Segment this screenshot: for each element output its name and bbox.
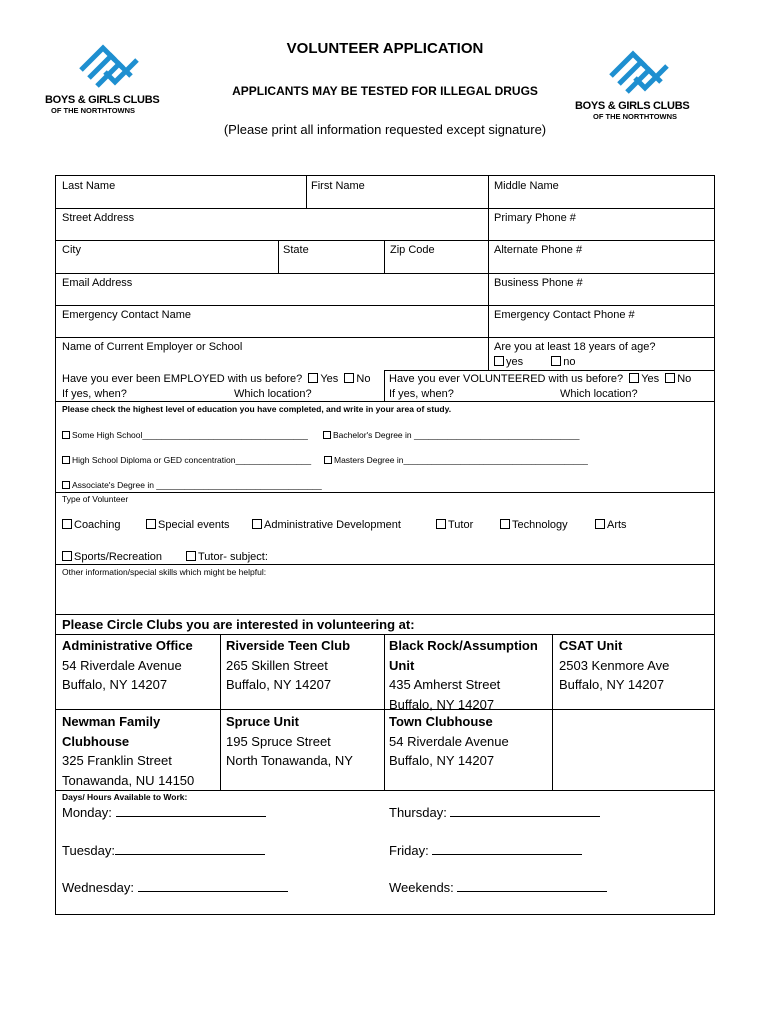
- vol-arts[interactable]: Arts: [595, 519, 627, 531]
- edu-some-high-school[interactable]: Some High School___________________________________: [62, 430, 308, 440]
- employed-yes-label: Yes: [320, 373, 339, 385]
- clubs-heading: Please Circle Clubs you are interested in volunteering at:: [62, 617, 415, 632]
- checkbox-icon[interactable]: [62, 519, 72, 529]
- thursday-field[interactable]: Thursday:: [389, 804, 600, 820]
- age-question: Are you at least 18 years of age?: [494, 341, 656, 353]
- volunteered-question-text: Have you ever VOLUNTEERED with us before?: [389, 373, 624, 385]
- checkbox-icon[interactable]: [146, 519, 156, 529]
- last-name-field[interactable]: Last Name: [62, 180, 116, 192]
- primary-phone-field[interactable]: Primary Phone #: [494, 212, 576, 224]
- volunteered-yes-checkbox[interactable]: [629, 373, 639, 383]
- other-info-field[interactable]: Other information/special skills which might be helpful:: [62, 567, 267, 577]
- vol-special-events[interactable]: Special events: [146, 519, 230, 531]
- checkbox-icon[interactable]: [252, 519, 262, 529]
- availability-label: Days/ Hours Available to Work:: [62, 792, 188, 802]
- club-spruce[interactable]: Spruce Unit 195 Spruce Street North Tonawanda, NY: [226, 714, 353, 768]
- club-csat[interactable]: CSAT Unit 2503 Kenmore Ave Buffalo, NY 14207: [559, 638, 670, 692]
- checkbox-icon[interactable]: [323, 431, 331, 439]
- employed-location[interactable]: Which location?: [234, 388, 312, 400]
- checkbox-icon[interactable]: [186, 551, 196, 561]
- vol-tutor-subject[interactable]: Tutor- subject:: [186, 551, 268, 563]
- street-address-field[interactable]: Street Address: [62, 212, 135, 224]
- employed-question: [62, 373, 370, 385]
- edu-hs-diploma[interactable]: High School Diploma or GED concentration________________: [62, 455, 311, 465]
- logo-text-line1: BOYS & GIRLS CLUBS: [45, 94, 160, 106]
- vol-admin-development[interactable]: Administrative Development: [252, 519, 401, 531]
- club-newman-family[interactable]: Newman Family Clubhouse 325 Franklin Street Tonawanda, NU 14150: [62, 714, 195, 788]
- club-black-rock[interactable]: Black Rock/Assumption Unit 435 Amherst Street Buffalo, NY 14207: [389, 638, 538, 712]
- employed-no-label: No: [356, 373, 371, 385]
- emergency-name-field[interactable]: Emergency Contact Name: [62, 309, 191, 321]
- age-no-checkbox[interactable]: [551, 356, 561, 366]
- employer-field[interactable]: Name of Current Employer or School: [62, 341, 243, 353]
- employed-yes-checkbox[interactable]: [308, 373, 318, 383]
- logo-text-line1: BOYS & GIRLS CLUBS: [575, 100, 690, 112]
- club-town-clubhouse[interactable]: Town Clubhouse 54 Riverdale Avenue Buffalo, NY 14207: [389, 714, 509, 768]
- checkbox-icon[interactable]: [62, 551, 72, 561]
- edu-masters[interactable]: Masters Degree in_______________________________________: [324, 455, 588, 465]
- monday-field[interactable]: Monday:: [62, 804, 266, 820]
- club-riverside-teen[interactable]: Riverside Teen Club 265 Skillen Street Buffalo, NY 14207: [226, 638, 351, 692]
- city-field[interactable]: City: [62, 244, 81, 256]
- volunteered-if-yes[interactable]: If yes, when?: [389, 388, 454, 400]
- tuesday-field[interactable]: Tuesday:: [62, 842, 265, 858]
- print-note: (Please print all information requested except signature): [223, 122, 547, 137]
- checkbox-icon[interactable]: [500, 519, 510, 529]
- age-yes-checkbox[interactable]: [494, 356, 504, 366]
- checkbox-icon[interactable]: [62, 431, 70, 439]
- page-title: VOLUNTEER APPLICATION: [286, 40, 484, 57]
- vol-sports[interactable]: Sports/Recreation: [62, 551, 162, 563]
- weekends-field[interactable]: Weekends:: [389, 879, 607, 895]
- edu-bachelors[interactable]: Bachelor's Degree in ___________________________________: [323, 430, 579, 440]
- volunteered-no-label: No: [677, 373, 692, 385]
- employed-no-checkbox[interactable]: [344, 373, 354, 383]
- employed-if-yes[interactable]: If yes, when?: [62, 388, 127, 400]
- volunteered-question: [389, 373, 691, 385]
- application-form: [55, 175, 715, 915]
- volunteered-location[interactable]: Which location?: [560, 388, 638, 400]
- middle-name-field[interactable]: Middle Name: [494, 180, 559, 192]
- volunteer-type-label: Type of Volunteer: [62, 494, 129, 504]
- age-options: [494, 356, 576, 368]
- edu-associates[interactable]: Associate's Degree in ___________________________________: [62, 480, 322, 490]
- zip-field[interactable]: Zip Code: [390, 244, 435, 256]
- employed-question-text: Have you ever been EMPLOYED with us before?: [62, 373, 303, 385]
- checkbox-icon[interactable]: [324, 456, 332, 464]
- vol-coaching[interactable]: Coaching: [62, 519, 120, 531]
- checkbox-icon[interactable]: [436, 519, 446, 529]
- drug-notice: APPLICANTS MAY BE TESTED FOR ILLEGAL DRUGS: [232, 84, 538, 98]
- volunteered-no-checkbox[interactable]: [665, 373, 675, 383]
- checkbox-icon[interactable]: [62, 456, 70, 464]
- logo-text-line2: OF THE NORTHTOWNS: [593, 112, 678, 121]
- emergency-phone-field[interactable]: Emergency Contact Phone #: [494, 309, 635, 321]
- volunteered-yes-label: Yes: [641, 373, 660, 385]
- club-admin-office[interactable]: Administrative Office 54 Riverdale Avenue Buffalo, NY 14207: [62, 638, 193, 692]
- checkbox-icon[interactable]: [62, 481, 70, 489]
- age-no-label: no: [563, 356, 576, 368]
- wednesday-field[interactable]: Wednesday:: [62, 879, 288, 895]
- friday-field[interactable]: Friday:: [389, 842, 582, 858]
- first-name-field[interactable]: First Name: [311, 180, 365, 192]
- checkbox-icon[interactable]: [595, 519, 605, 529]
- business-phone-field[interactable]: Business Phone #: [494, 277, 583, 289]
- email-field[interactable]: Email Address: [62, 277, 133, 289]
- state-field[interactable]: State: [283, 244, 309, 256]
- logo-text-line2: OF THE NORTHTOWNS: [51, 106, 136, 115]
- age-yes-label: yes: [506, 356, 524, 368]
- alternate-phone-field[interactable]: Alternate Phone #: [494, 244, 583, 256]
- vol-technology[interactable]: Technology: [500, 519, 568, 531]
- education-instruction: Please check the highest level of education you have completed, and write in your area of study.: [62, 404, 452, 414]
- vol-tutor[interactable]: Tutor: [436, 519, 473, 531]
